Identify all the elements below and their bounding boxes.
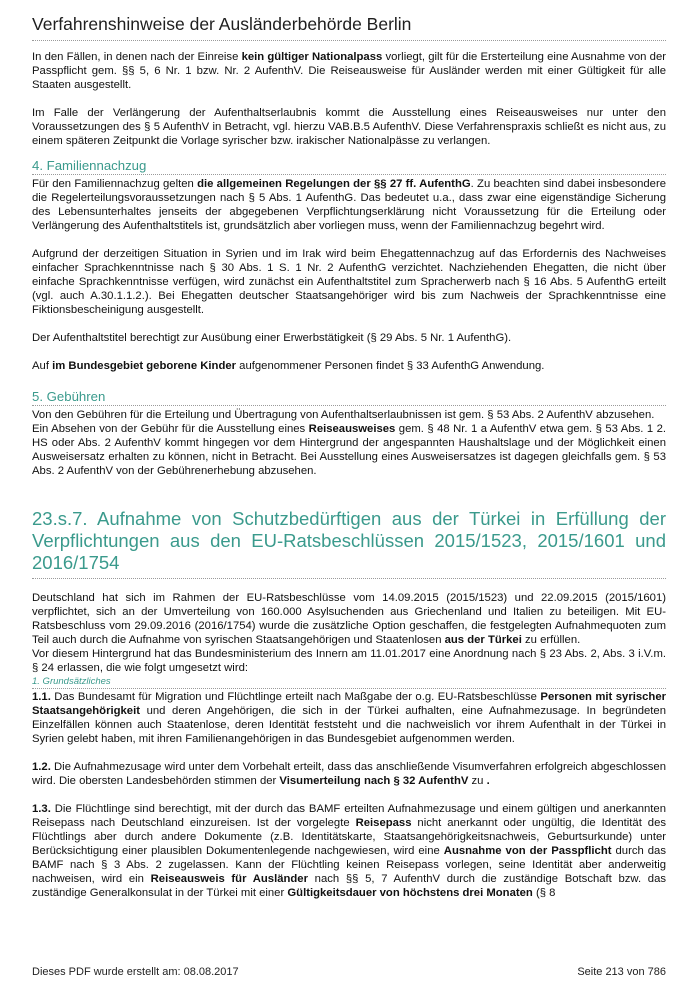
footer-created-date: Dieses PDF wurde erstellt am: 08.08.2017 bbox=[32, 966, 239, 978]
section5-paragraph-1: Von den Gebühren für die Erteilung und Übertragung von Aufenthaltserlaubnissen ist gem. § 53 Abs. 2 AufenthV abzusehen. bbox=[32, 409, 655, 421]
intro-paragraph-1: In den Fällen, in denen nach der Einreise kein gültiger Nationalpass vorliegt, gilt für die Ersterteilung eine Ausnahme von der Passpflicht gem. §§ 5, 6 Nr. 1 bzw. Nr. 2 AufenthV. Die Reiseausweise für Ausländer werden mit einer Gültigkeit für alle Staaten ausgestellt. bbox=[32, 51, 666, 91]
section-heading-23s7: 23.s.7. Aufnahme von Schutzbedürftigen aus der Türkei in Erfüllung der Verpflichtungen aus den EU-Ratsbeschlüssen 2015/1523, 2015/1601 und 2016/1754 bbox=[32, 508, 666, 579]
paragraph-1-3: 1.3. Die Flüchtlinge sind berechtigt, mit der durch das BAMF erteilten Aufnahmezusage und einem gültigen und anerkannten Reisepass nach Deutschland einzureisen. Ist der vorgelegte Reisepass nicht anerkannt oder ungültig, die Identität des Flüchtlings aber durch andere Dokumente (z.B. Identitätskarte, Staatsangehörigkeitsnachweis, Geburtsurkunde) unter Berücksichtigung einer plausiblen Dokumentenlegende nachgewiesen, wird eine Ausnahme von der Passpflicht durch das BAMF nach § 3 Abs. 2 zugelassen. Kann der Flüchtling keinen Reisepass vorlegen, seine Identität aber anderweitig nachweisen, wird ein Reiseausweis für Ausländer nach §§ 5, 7 AufenthV durch die zuständige Botschaft bzw. das zuständige Generalkonsulat in der Türkei mit einer Gültigkeitsdauer von höchstens drei Monaten (§ 8 bbox=[32, 803, 667, 899]
section-heading-gebuehren: 5. Gebühren bbox=[32, 389, 666, 406]
section4-paragraph-4: Auf im Bundesgebiet geborene Kinder aufgenommener Personen findet § 33 AufenthG Anwendung. bbox=[32, 360, 545, 372]
intro-paragraph-2: Im Falle der Verlängerung der Aufenthaltserlaubnis kommt die Ausstellung eines Reiseausweises nur unter den Voraussetzungen des § 5 AufenthV in Betracht, vgl. hierzu VAB.B.5 AufenthV. Diese Verfahrenspraxis schließt es nicht aus, zu einem späteren Zeitpunkt die Vorlage syrischer bzw. irakischer Nationalpässe zu verlangen. bbox=[32, 107, 666, 147]
section4-paragraph-3: Der Aufenthaltstitel berechtigt zur Ausübung einer Erwerbstätigkeit (§ 29 Abs. 5 Nr. 1 AufenthG). bbox=[32, 332, 512, 344]
subheading-grundsaetzliches: 1. Grundsätzliches bbox=[32, 676, 666, 689]
paragraph-1-1: 1.1. Das Bundesamt für Migration und Flüchtlinge erteilt nach Maßgabe der o.g. EU-Ratsbeschlüsse Personen mit syrischer Staatsangehörigkeit und deren Angehörigen, die sich in der Türkei aufhalten, eine Aufnahmezusage. In begründeten Einzelfällen können auch Staatenlose, deren Identität feststeht und die nachweislich vor ihrem Aufenthalt in der Türkei in Syrien gelebt haben, mit ihren Familienangehörigen in das Bundesgebiet aufgenommen werden. bbox=[32, 691, 666, 745]
section4-paragraph-1: Für den Familiennachzug gelten die allgemeinen Regelungen der §§ 27 ff. AufenthG. Zu beachten sind dabei insbesondere die Regelerteilungsvoraussetzungen nach § 5 Abs. 1 AufenthG. Das bedeutet u.a., dass zwar eine eigenständige Sicherung des Lebensunterhaltes jenseits der abgegebenen Verpflichtungserklärung nicht Voraussetzung für die Erteilung oder Verlängerung des Aufenthaltstitels ist, grundsätzlich aber vorliegen muss, wenn der Familiennachzug begehrt wird. bbox=[32, 178, 666, 232]
section23-paragraph-2: Vor diesem Hintergrund hat das Bundesministerium des Innern am 11.01.2017 eine Anordnung nach § 23 Abs. 2, Abs. 3 i.V.m. § 24 erlassen, die wie folgt umgesetzt wird: bbox=[32, 648, 666, 674]
footer-page-number: Seite 213 von 786 bbox=[577, 966, 666, 978]
document-page bbox=[32, 10, 666, 900]
document-title: Verfahrenshinweise der Ausländerbehörde Berlin bbox=[32, 10, 666, 41]
section5-paragraph-2: Ein Absehen von der Gebühr für die Ausstellung eines Reiseausweises gem. § 48 Nr. 1 a AufenthV etwa gem. § 53 Abs. 1 2. HS oder Abs. 2 AufenthV kommt hingegen vor dem Hintergrund der angespannten Haushaltslage und der Möglichkeit einen Ausweisersatz erhalten zu können, nicht in Betracht. Bei Ausstellung eines Ausweisersatzes ist dagegen gleichfalls gem. § 53 Abs. 2 AufenthV von der Gebührenerhebung abzusehen. bbox=[32, 423, 666, 477]
section4-paragraph-2: Aufgrund der derzeitigen Situation in Syrien und im Irak wird beim Ehegattennachzug auf das Erfordernis des Nachweises einfacher Sprachkenntnisse nach § 30 Abs. 1 S. 1 Nr. 2 AufenthG verzichtet. Nachziehenden Ehegatten, die nicht über einfache Sprachkenntnisse verfügen, wird zunächst ein Aufenthaltstitel zum Spracherwerb nach § 16 Abs. 5 AufenthG erteilt (vgl. auch A.30.1.1.2.). Bei Ehegatten deutscher Staatsangehöriger wird bis zum Nachweis der Sprachkenntnisse eine Fiktionsbescheinigung ausgestellt. bbox=[32, 248, 666, 316]
section-heading-familiennachzug: 4. Familiennachzug bbox=[32, 158, 666, 175]
paragraph-1-2: 1.2. Die Aufnahmezusage wird unter dem Vorbehalt erteilt, dass das anschließende Visumverfahren erfolgreich abgeschlossen wird. Die obersten Landesbehörden stimmen der Visumerteilung nach § 32 AufenthV zu . bbox=[32, 761, 666, 787]
section23-paragraph-1: Deutschland hat sich im Rahmen der EU-Ratsbeschlüsse vom 14.09.2015 (2015/1523) und 22.09.2015 (2015/1601) verpflichtet, sich an der Umverteilung von 160.000 Asylsuchenden aus Griechenland und Italien zu beteiligen. Mit EU-Ratsbeschluss vom 29.09.2016 (2016/1754) wurde die zusätzliche Option geschaffen, die festgelegten Aufnahmequoten zum Teil auch durch die Aufnahme von syrischen Staatsangehörigen und Staatenlosen aus der Türkei zu erfüllen. bbox=[32, 592, 666, 646]
